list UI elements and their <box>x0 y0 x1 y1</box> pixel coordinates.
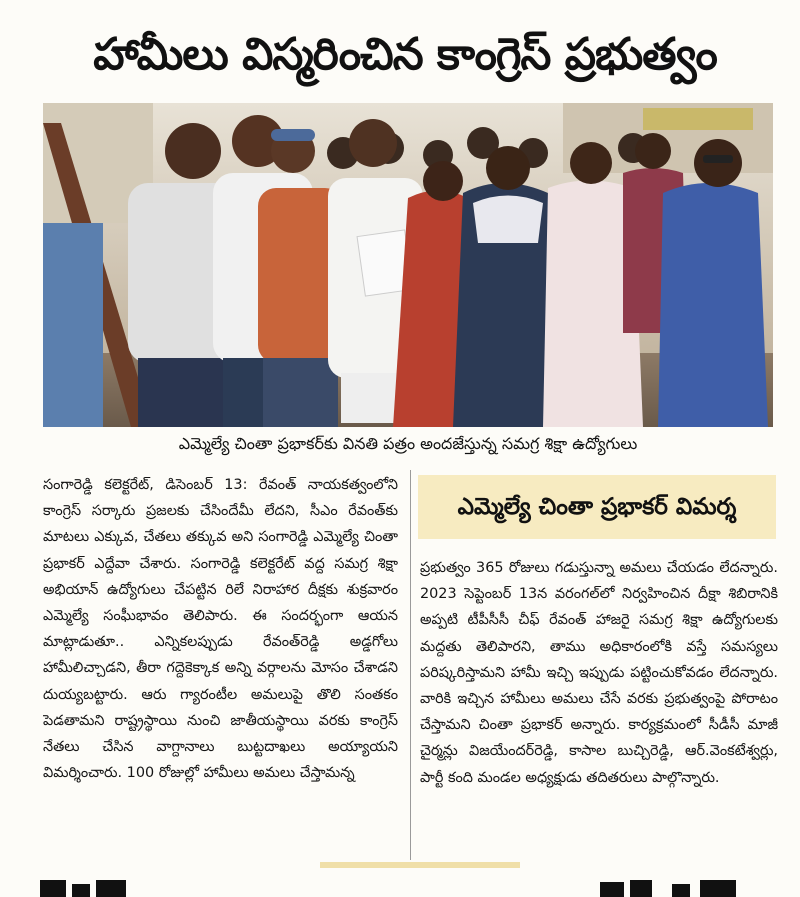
column-divider <box>410 470 411 860</box>
headline: హామీలు విస్మరించిన కాంగ్రెస్‌ ప్రభుత్వం <box>93 29 717 80</box>
news-photo <box>43 103 773 427</box>
cut-off-headline-glyphs <box>0 862 800 897</box>
article-body-left-column: సంగారెడ్డి కలెక్టరేట్‌, డిసెంబర్‌ 13: రేవంత్‌ నాయకత్వంలోని కాంగ్రెస్‌ సర్కారు ప్రజలకు చేసిందేమీ లేదని, సీఎం రేవంత్‌కు మాటలు ఎక్కువ, చేతలు తక్కువ అని సంగారెడ్డి ఎమ్మెల్యే చింతా ప్రభాకర్‌ ఎద్దేవా చేశారు. సంగారెడ్డి కలెక్టరేట్‌ వద్ద సమగ్ర శిక్షా అభియాన్‌ ఉద్యోగులు చేపట్టిన రిలే నిరాహార దీక్షకు శుక్రవారం ఎమ్మెల్యే సంఘీభావం తెలిపారు. ఈ సందర్భంగా ఆయన మాట్లాడుతూ.. ఎన్నికలప్పుడు రేవంత్‌రెడ్డి అడ్డగోలు హామీలిచ్చాడని, తీరా గద్దెకెక్కాక అన్ని వర్గాలను మోసం చేశాడని దుయ్యబట్టారు. ఆరు గ్యారంటీల అమలుపై తొలి సంతకం పెడతామని రాష్ట్రస్థాయి నుంచి జాతీయస్థాయి వరకు కాంగ్రెస్‌ నేతలు చేసిన వాగ్దానాలు బుట్టదాఖలు అయ్యాయని విమర్శించారు. 100 రోజుల్లో హామీలు అమలు చేస్తామన్న <box>43 477 398 782</box>
photo-caption: ఎమ్మెల్యే చింతా ప్రభాకర్‌కు వినతి పత్రం అందజేస్తున్న సమగ్ర శిక్షా ఉద్యోగులు <box>178 434 638 453</box>
subheading: ఎమ్మెల్యే చింతా ప్రభాకర్‌ విమర్శ <box>457 494 737 520</box>
article-body-right-column: ప్రభుత్వం 365 రోజులు గడుస్తున్నా అమలు చేయడం లేదన్నారు. 2023 సెప్టెంబర్‌ 13న వరంగల్‌లో నిర్వహించిన దీక్షా శిబిరానికి అప్పటి టీపీసీసీ చీఫ్‌ రేవంత్‌ హాజరై సమగ్ర శిక్షా ఉద్యోగులకు మద్దతు తెలిపారని, తాము అధికారంలోకి వస్తే సమస్యలు పరిష్కరిస్తామని హామీ ఇచ్చి ఇప్పుడు పట్టించుకోవడం లేదన్నారు. వారికి ఇచ్చిన హామీలు అమలు చేసే వరకు ప్రభుత్వంపై పోరాటం చేస్తామని చింతా ప్రభాకర్‌ అన్నారు. కార్యక్రమంలో సీడీసీ మాజీ చైర్మన్లు విజయేందర్‌రెడ్డి, కాసాల బుచ్చిరెడ్డి, ఆర్‌.వెంకటేశ్వర్లు, పార్టీ కంది మండల అధ్యక్షుడు తదితరులు పాల్గొన్నారు. <box>420 560 778 786</box>
next-article-cutoff <box>0 862 800 897</box>
group-photo-illustration <box>43 103 773 427</box>
